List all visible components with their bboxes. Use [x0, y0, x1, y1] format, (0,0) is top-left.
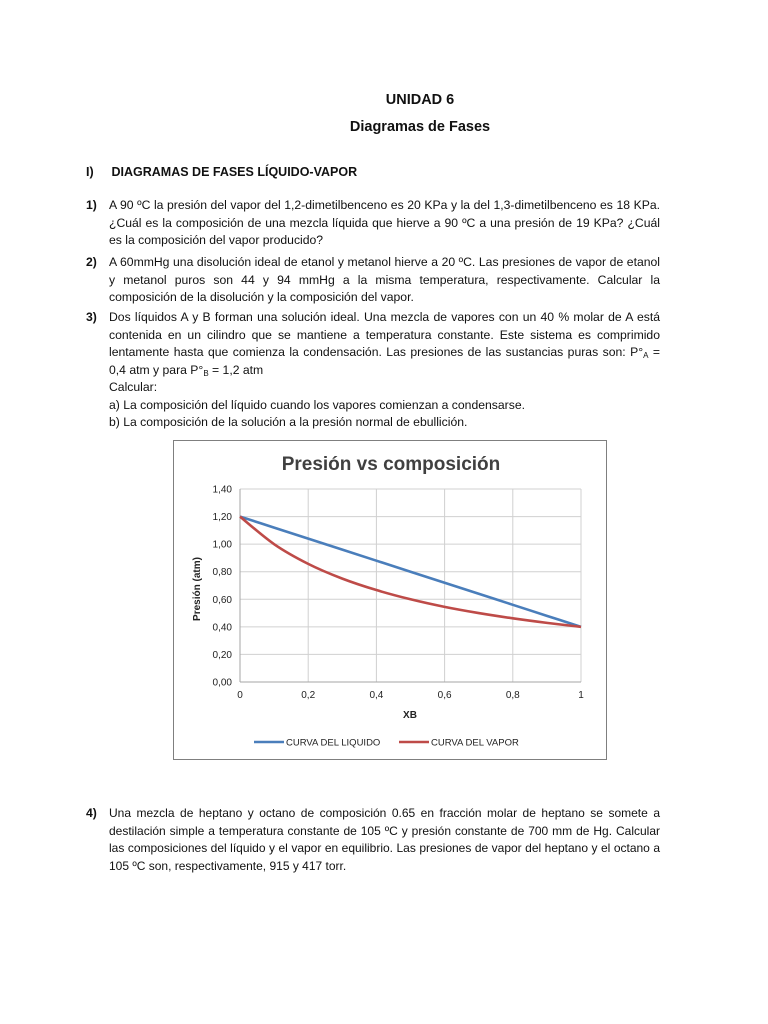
- problem-text: A 60mmHg una disolución ideal de etanol y metanol hierve a 20 ºC. Las presiones de vapor de etanol y metanol puros son 44 y 94 mmHg a la misma temperatura, respectivamente. Calcular la composición de la disolución y la composición del vapor.: [109, 255, 660, 304]
- question-a: a) La composición del líquido cuando los vapores comienzan a condensarse.: [109, 397, 525, 412]
- chart-legend: [254, 738, 519, 749]
- section-number: I): [86, 165, 94, 179]
- x-tick-label: 0: [237, 690, 243, 701]
- problem-number: 3): [86, 310, 97, 324]
- section-title: DIAGRAMAS DE FASES LÍQUIDO-VAPOR: [111, 165, 358, 179]
- problem-text: [109, 309, 660, 379]
- x-axis-label: XB: [403, 710, 417, 721]
- chart-grid: [240, 489, 581, 682]
- calc-label: Calcular:: [109, 380, 158, 394]
- legend-label: CURVA DEL VAPOR: [431, 737, 519, 749]
- y-tick-label: 1,00: [212, 539, 232, 551]
- chart-title: Presión vs composición: [281, 454, 501, 475]
- y-tick-label: 0,60: [212, 594, 232, 606]
- x-axis-ticks: [237, 690, 584, 701]
- y-axis-label: Presión (atm): [192, 557, 203, 621]
- section-heading: [86, 165, 357, 179]
- x-tick-label: 1: [578, 690, 584, 701]
- problem-2: [86, 254, 660, 307]
- problem-number: 4): [86, 806, 97, 820]
- x-tick-label: 0,2: [301, 690, 316, 701]
- problem-number: 1): [86, 198, 97, 212]
- y-tick-label: 0,20: [212, 649, 232, 661]
- problem-3: [86, 309, 660, 432]
- y-tick-label: 1,40: [212, 484, 232, 496]
- unit-title: UNIDAD 6: [385, 92, 455, 108]
- x-tick-label: 0,4: [369, 690, 384, 701]
- question-b: b) La composición de la solución a la presión normal de ebullición.: [109, 415, 468, 429]
- pressure-composition-chart: [173, 440, 607, 760]
- y-axis-ticks: [213, 485, 233, 689]
- pressure-b: $P^\circ_B = 1,2$ atm: [190, 362, 264, 378]
- pressure-a: $P^\circ_A = 0,4$ atm y para: [109, 345, 660, 377]
- x-tick-label: 0,6: [437, 690, 452, 701]
- y-tick-label: 0,80: [212, 567, 232, 579]
- legend-label: CURVA DEL LIQUIDO: [286, 737, 381, 749]
- page-subtitle: Diagramas de Fases: [349, 119, 491, 135]
- y-tick-label: 1,20: [212, 512, 232, 524]
- problem-number: 2): [86, 255, 97, 269]
- problem-1: [86, 197, 660, 250]
- y-tick-label: 0,40: [212, 622, 232, 634]
- x-tick-label: 0,8: [505, 690, 520, 701]
- problem-text: A 90 ºC la presión del vapor del 1,2-dimetilbenceno es 20 KPa y la del 1,3-dimetilbenceno es 18 KPa. ¿Cuál es la composición de una mezcla líquida que hierve a 90 ºC a una presión de 19 KPa? ¿Cuál es la composición del vapor producido?: [109, 198, 660, 247]
- y-tick-label: 0,00: [212, 677, 232, 689]
- chart-svg: [174, 441, 608, 761]
- problem-text: Una mezcla de heptano y octano de composición 0.65 en fracción molar de heptano se somete a destilación simple a temperatura constante de 105 ºC y presión constante de 700 mm de Hg. Calcular las composiciones del líquido y el vapor en equilibrio. Las presiones de vapor del heptano y el octano a 105 ºC son, respectivamente, 915 y 417 torr.: [109, 806, 660, 873]
- problem-statement: Dos líquidos A y B forman una solución ideal. Una mezcla de vapores con un 40 % molar de A está contenida en un cilindro que se mantiene a temperatura constante. Este sistema es comprimido lentamente hasta que comienza la condensación. Las presiones de las sustancias puras son:: [109, 310, 660, 359]
- problem-4: [86, 805, 660, 875]
